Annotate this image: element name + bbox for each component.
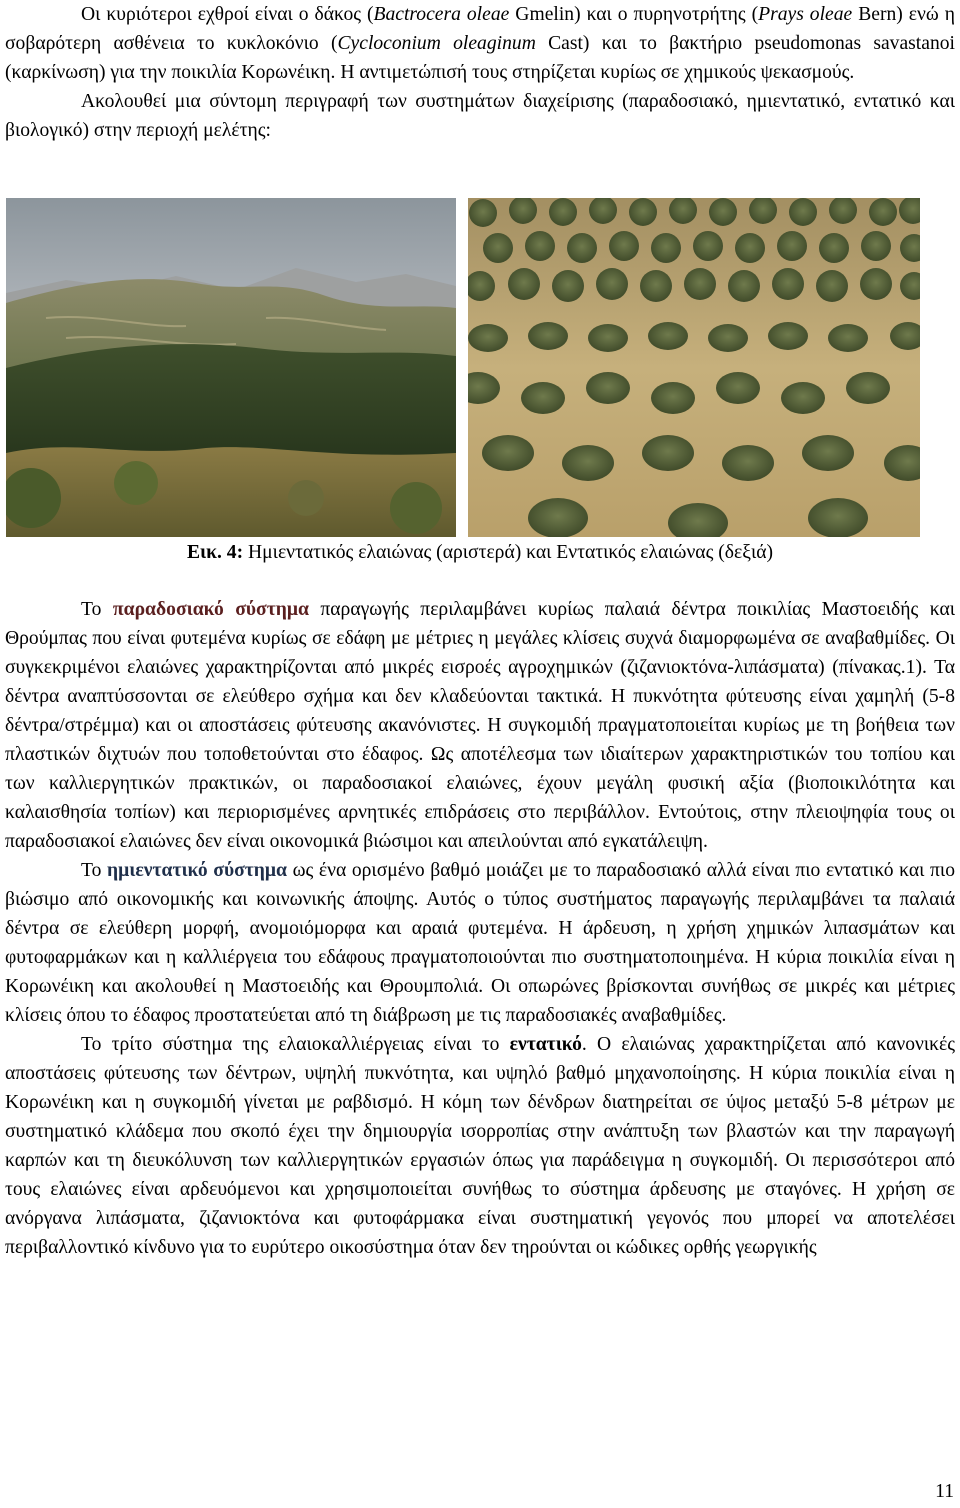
- photo-intensive-grove: [468, 198, 920, 537]
- intro-section: [5, 0, 955, 145]
- term-traditional-system: παραδοσιακό σύστημα: [112, 599, 309, 620]
- intro-paragraph-pests: Οι κυριότεροι εχθροί είναι ο δάκος (Bactrocera oleae Gmelin) και ο πυρηνοτρήτης (Prays oleae Bern) ενώ η σοβαρότερη ασθένεια το κυκλοκόνιο (Cycloconium oleaginum Cast) και το βακτήριο pseudomonas savastanoi (καρκίνωση) για την ποικιλία Κορωνέικη. Η αντιμετώπισή τους στηρίζεται κυρίως σε χημικούς ψεκασμούς.: [5, 4, 955, 83]
- caption-text: Ημιεντατικός ελαιώνας (αριστερά) και Εντατικός ελαιώνας (δεξιά): [243, 542, 774, 563]
- caption-label: Εικ. 4:: [186, 542, 244, 563]
- paragraph-semi-intensive-system: Το ημιεντατικό σύστημα ως ένα ορισμένο βαθμό μοιάζει με το παραδοσιακό αλλά είναι πιο εντατικό και πιο βιώσιμο από οικονομικής και κοινωνικής άποψης. Αυτός ο τύπος συστήματος παραγωγής περιλαμβάνει τα παλαιά δέντρα σε ελεύθερη μορφή, ανομοιόμορφα και αραιά φυτεμένα. Η άρδευση, η χρήση χημικών λιπασμάτων και φυτοφαρμάκων και η καλλιέργεια του εδάφους πραγματοποιούνται πιο συστηματοποιημένα. Η κύρια ποικιλία είναι η Κορωνέικη και ακολουθεί η Μαστοειδής και Θρουμπολιά. Οι οπωρώνες βρίσκονται συνήθως σε μικρές και μέτριες κλίσεις όπου το έδαφος προστατεύεται από τη διάβρωση με τις παραδοσιακές αναβαθμίδες.: [5, 860, 955, 1026]
- species-name: Prays oleae: [758, 4, 853, 25]
- species-name: Cycloconium oleaginum: [337, 33, 536, 54]
- figure-caption: [5, 538, 955, 567]
- species-name: Bactrocera oleae: [373, 4, 510, 25]
- figure-olive-groves: [5, 198, 955, 538]
- page-number: 11: [935, 1481, 954, 1502]
- paragraph-intensive-system: Το τρίτο σύστημα της ελαιοκαλλιέργειας είναι το εντατικό. Ο ελαιώνας χαρακτηρίζεται από κανονικές αποστάσεις φύτευσης των δέντρων, υψηλή πυκνότητα, και υψηλό βαθμό μηχανοποίησης. Η κύρια ποικιλία είναι η Κορωνέικη και η συγκομιδή γίνεται με ραβδισμό. Η κόμη των δένδρων διατηρείται σε ύψος μεταξύ 5-8 μέτρων με συστηματικό κλάδεμα που σκοπό έχει την δημιουργία ισορροπίας στην ανάπτυξη των βλαστών και την παραγωγή καρπών και τη διευκόλυνση των καλλιεργητικών εργασιών όπως για παράδειγμα η συγκομιδή. Οι περισσότεροι από τους ελαιώνες είναι αρδευόμενοι και χρησιμοποιείται συνήθως το σύστημα άρδευσης με σταγόνες. Η χρήση σε ανόργανα λιπάσματα, ζιζανιοκτόνα και φυτοφάρμακα είναι συστηματική γεγονός που μπορεί να αποτελέσει περιβαλλοντικό κίνδυνο για το ευρύτερο οικοσύστημα όταν δεν τηρούνται οι κώδικες ορθής γεωργικής: [5, 1034, 955, 1258]
- body-section: [5, 595, 955, 1262]
- intro-paragraph-systems: Ακολουθεί μια σύντομη περιγραφή των συστημάτων διαχείρισης (παραδοσιακό, ημιεντατικό, εντατικό και βιολογικό) στην περιοχή μελέτης:: [5, 91, 955, 141]
- paragraph-traditional-system: Το παραδοσιακό σύστημα παραγωγής περιλαμβάνει κυρίως παλαιά δέντρα ποικιλίας Μαστοειδής και Θρούμπας που είναι φυτεμένα κυρίως σε εδάφη με μέτριες η μεγάλες κλίσεις συχνά διαμορφωμένα σε αναβαθμίδες. Οι συγκεκριμένοι ελαιώνες χαρακτηρίζονται από μικρές εισροές αγροχημικών (ζιζανιοκτόνα-λιπάσματα) (πίνακας.1). Τα δέντρα αναπτύσσονται σε ελεύθερο σχήμα και δεν κλαδεύονται τακτικά. Η πυκνότητα φύτευσης είναι χαμηλή (5-8 δέντρα/στρέμμα) και οι αποστάσεις φύτευσης ακανόνιστες. Η συγκομιδή πραγματοποιείται κυρίως με τη βοήθεια των πλαστικών διχτυών που τοποθετούνται στο έδαφος. Ως αποτέλεσμα των ιδιαίτερων χαρακτηριστικών του τοπίου και των καλλιεργητικών πρακτικών, οι παραδοσιακοί ελαιώνες, έχουν μεγάλη φυσική αξία (βιοποικιλότητα και καλαισθησία τοπίων) και περιορισμένες αρνητικές επιδράσεις στο περιβάλλον. Εντούτοις, στην πλειοψηφία τους οι παραδοσιακοί ελαιώνες δεν είναι οικονομικά βιώσιμοι και απειλούνται από εγκατάλειψη.: [5, 599, 955, 852]
- photo-semi-intensive-grove: [6, 198, 456, 537]
- term-intensive-system: εντατικό: [509, 1034, 582, 1055]
- term-semi-intensive-system: ημιεντατικό σύστημα: [107, 860, 287, 881]
